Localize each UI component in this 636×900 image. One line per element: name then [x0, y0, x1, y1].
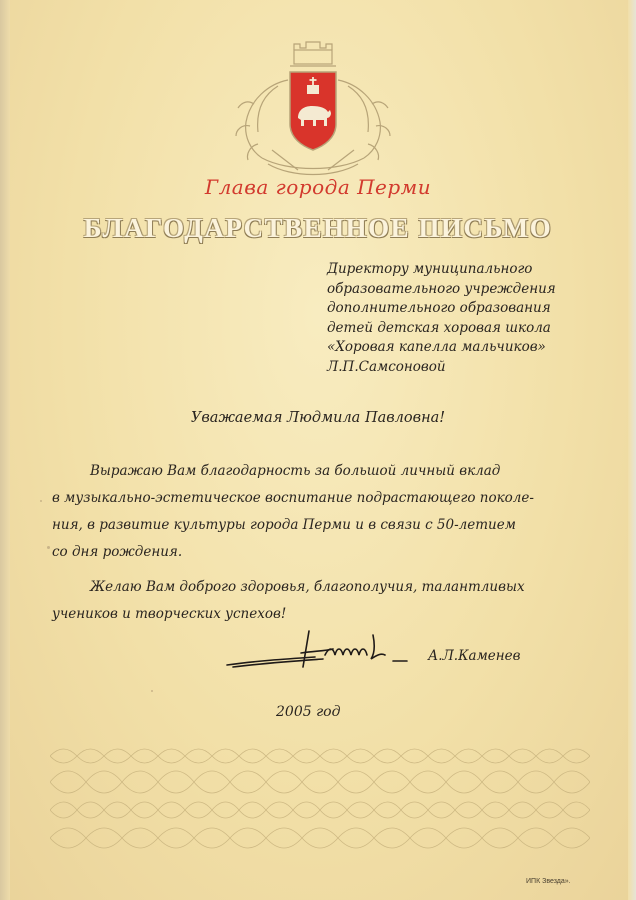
- perm-coat-of-arms-icon: [228, 40, 398, 180]
- scan-speck: [40, 500, 42, 502]
- body-line: в музыкально-эстетическое воспитание подрастающего поколе-: [52, 490, 534, 506]
- recipient-line: Директору муниципального: [327, 261, 533, 277]
- scan-edge-right: [628, 0, 636, 900]
- scan-speck: [47, 546, 50, 549]
- scan-speck: [151, 690, 153, 692]
- body-line: ния, в развитие культуры города Перми и в связи с 50-летием: [52, 517, 516, 533]
- signer-name: А.Л.Каменев: [428, 648, 521, 664]
- guilloche-ornament: [50, 742, 590, 860]
- recipient-line: дополнительного образования: [327, 300, 551, 316]
- scan-edge-left: [0, 0, 10, 900]
- year: 2005 год: [276, 704, 341, 720]
- greeting: Уважаемая Людмила Павловна!: [190, 410, 446, 426]
- recipient-line: образовательного учреждения: [327, 280, 556, 297]
- letter-body: [52, 458, 572, 628]
- issuer-heading: Глава города Перми: [204, 175, 432, 199]
- handwritten-signature: [225, 625, 415, 675]
- body-line: Желаю Вам доброго здоровья, благополучия, талантливых: [90, 579, 525, 595]
- document-title: БЛАГОДАРСТВЕННОЕ ПИСЬМО: [83, 213, 553, 243]
- body-line: учеников и творческих успехов!: [52, 606, 287, 622]
- recipient-line: детей детская хоровая школа: [327, 319, 551, 336]
- body-line: Выражаю Вам благодарность за большой личный вклад: [90, 463, 501, 479]
- recipient-line: Л.П.Самсоновой: [327, 358, 446, 375]
- recipient-line: «Хоровая капелла мальчиков»: [327, 339, 546, 355]
- recipient-block: [327, 260, 627, 377]
- body-line: со дня рождения.: [52, 544, 183, 560]
- printer-imprint: ИПК Звезда».: [526, 878, 571, 885]
